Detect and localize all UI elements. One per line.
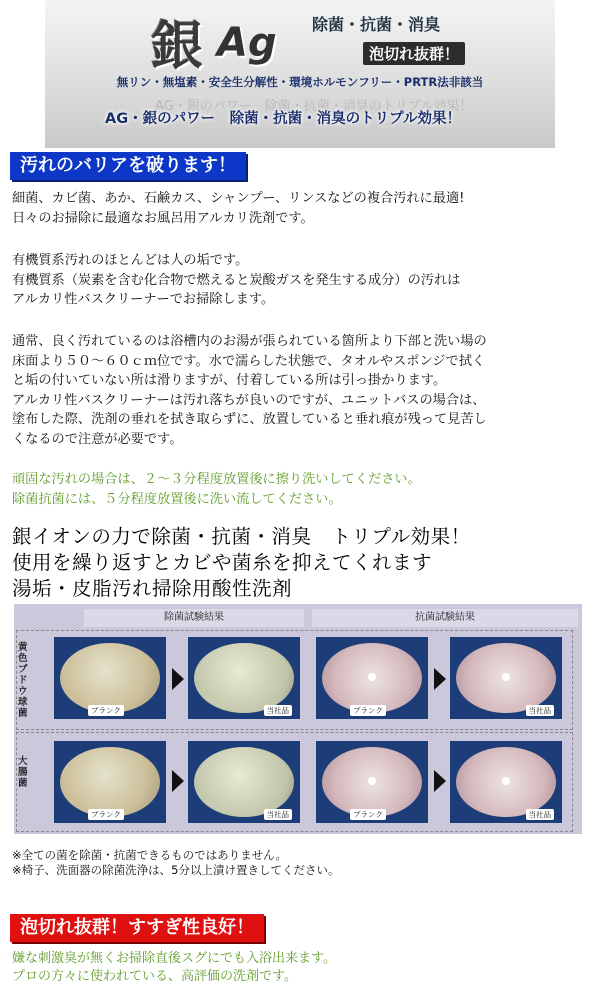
dish-staph-ours-2 [450,637,562,719]
section2-para: 嫌な刺激臭が無くお掃除直後スグにでも入浴出来ます。 プロの方々に使われている、高評価の洗剤です。 [12,951,336,984]
section1-para-1: 細菌、カビ菌、あか、石鹸カス、シャンプー、リンスなどの複合汚れに最適! 日々のお掃除に最適なお風呂用アルカリ洗剤です。 [12,191,465,226]
arrow-icon [434,668,446,690]
tag-ours: 当社品 [526,809,555,820]
banner-ag-logo: Ag [217,20,277,66]
tag-blank: ブランク [88,705,124,716]
banner-kinds: 除菌・抗菌・消臭 [312,15,441,34]
dish-ecoli-blank-1 [54,741,166,823]
banner-kanji: 銀 [151,16,202,77]
row-label-staph: 黄色ブドウ球菌 [18,642,28,719]
section1-para-3: 通常、良く汚れているのは浴槽内のお湯が張られている箇所より下部と洗い場の 床面より５０～６０ｃｍ位です。水で濡らした状態で、タオルやスポンジで拭く と垢の付いていない所は滑りますが、付着している所は引っ掛かります。 アルカリ性バスクリーナーは汚れ落ちが良いのですが、ユニットバスの場合は、 塗布した際、洗剤の垂れを拭き取らずに、放置していると垂れ痕が残って見苦し くなるので注意が必要です。 [12,334,487,447]
notes: ※全ての菌を除菌・抗菌できるものではありません。 ※椅子、洗面器の除菌洗浄は、5分以上漬け置きしてください。 [12,848,340,877]
section1-para-4: 頑固な汚れの場合は、２～３分程度放置後に擦り洗いしてください。 除菌抗菌には、５分程度放置後に洗い流してください。 [12,472,421,507]
arrow-icon [434,770,446,792]
section1-para-2: 有機質系汚れのほとんどは人の垢です。 有機質系（炭素を含む化合物で燃えると炭酸ガスを発生する成分）の汚れは アルカリ性バスクリーナーでお掃除します。 [12,253,461,307]
dish-staph-ours-1 [188,637,300,719]
lab-col-antibacterial: 抗菌試験結果 [312,609,578,627]
banner-ghost-text: AG・銀のパワー 除菌・抗菌・消臭のトリプル効果！ [155,99,473,114]
dish-staph-blank-2 [316,637,428,719]
banner-triple-line: AG・銀のパワー 除菌・抗菌・消臭のトリプル効果！ [105,111,462,127]
section2-heading: 泡切れ抜群！すすぎ性良好！ [10,914,264,942]
tag-blank: ブランク [88,809,124,820]
tag-blank: ブランク [350,809,386,820]
dish-ecoli-blank-2 [316,741,428,823]
product-banner [45,0,555,148]
dish-ecoli-ours-2 [450,741,562,823]
tag-ours: 当社品 [526,705,555,716]
row-label-ecoli: 大腸菌 [18,756,28,789]
banner-free-line: 無リン・無塩素・安全生分解性・環境ホルモンフリー・PRTR法非該当 [116,75,484,89]
dish-ecoli-ours-1 [188,741,300,823]
dish-staph-blank-1 [54,637,166,719]
tag-ours: 当社品 [264,809,293,820]
arrow-icon [172,770,184,792]
lab-col-sterilize: 除菌試験結果 [84,609,304,627]
tag-blank: ブランク [350,705,386,716]
banner-awa-badge: 泡切れ抜群！ [363,42,465,65]
lab-results-image [14,604,582,834]
section1-heading: 汚れのバリアを破ります！ [10,152,246,180]
arrow-icon [172,668,184,690]
headline: 銀イオンの力で除菌・抗菌・消臭 トリプル効果！ 使用を繰り返すとカビや菌糸を抑えてくれます 湯垢・皮脂汚れ掃除用酸性洗剤 [12,525,471,600]
tag-ours: 当社品 [264,705,293,716]
